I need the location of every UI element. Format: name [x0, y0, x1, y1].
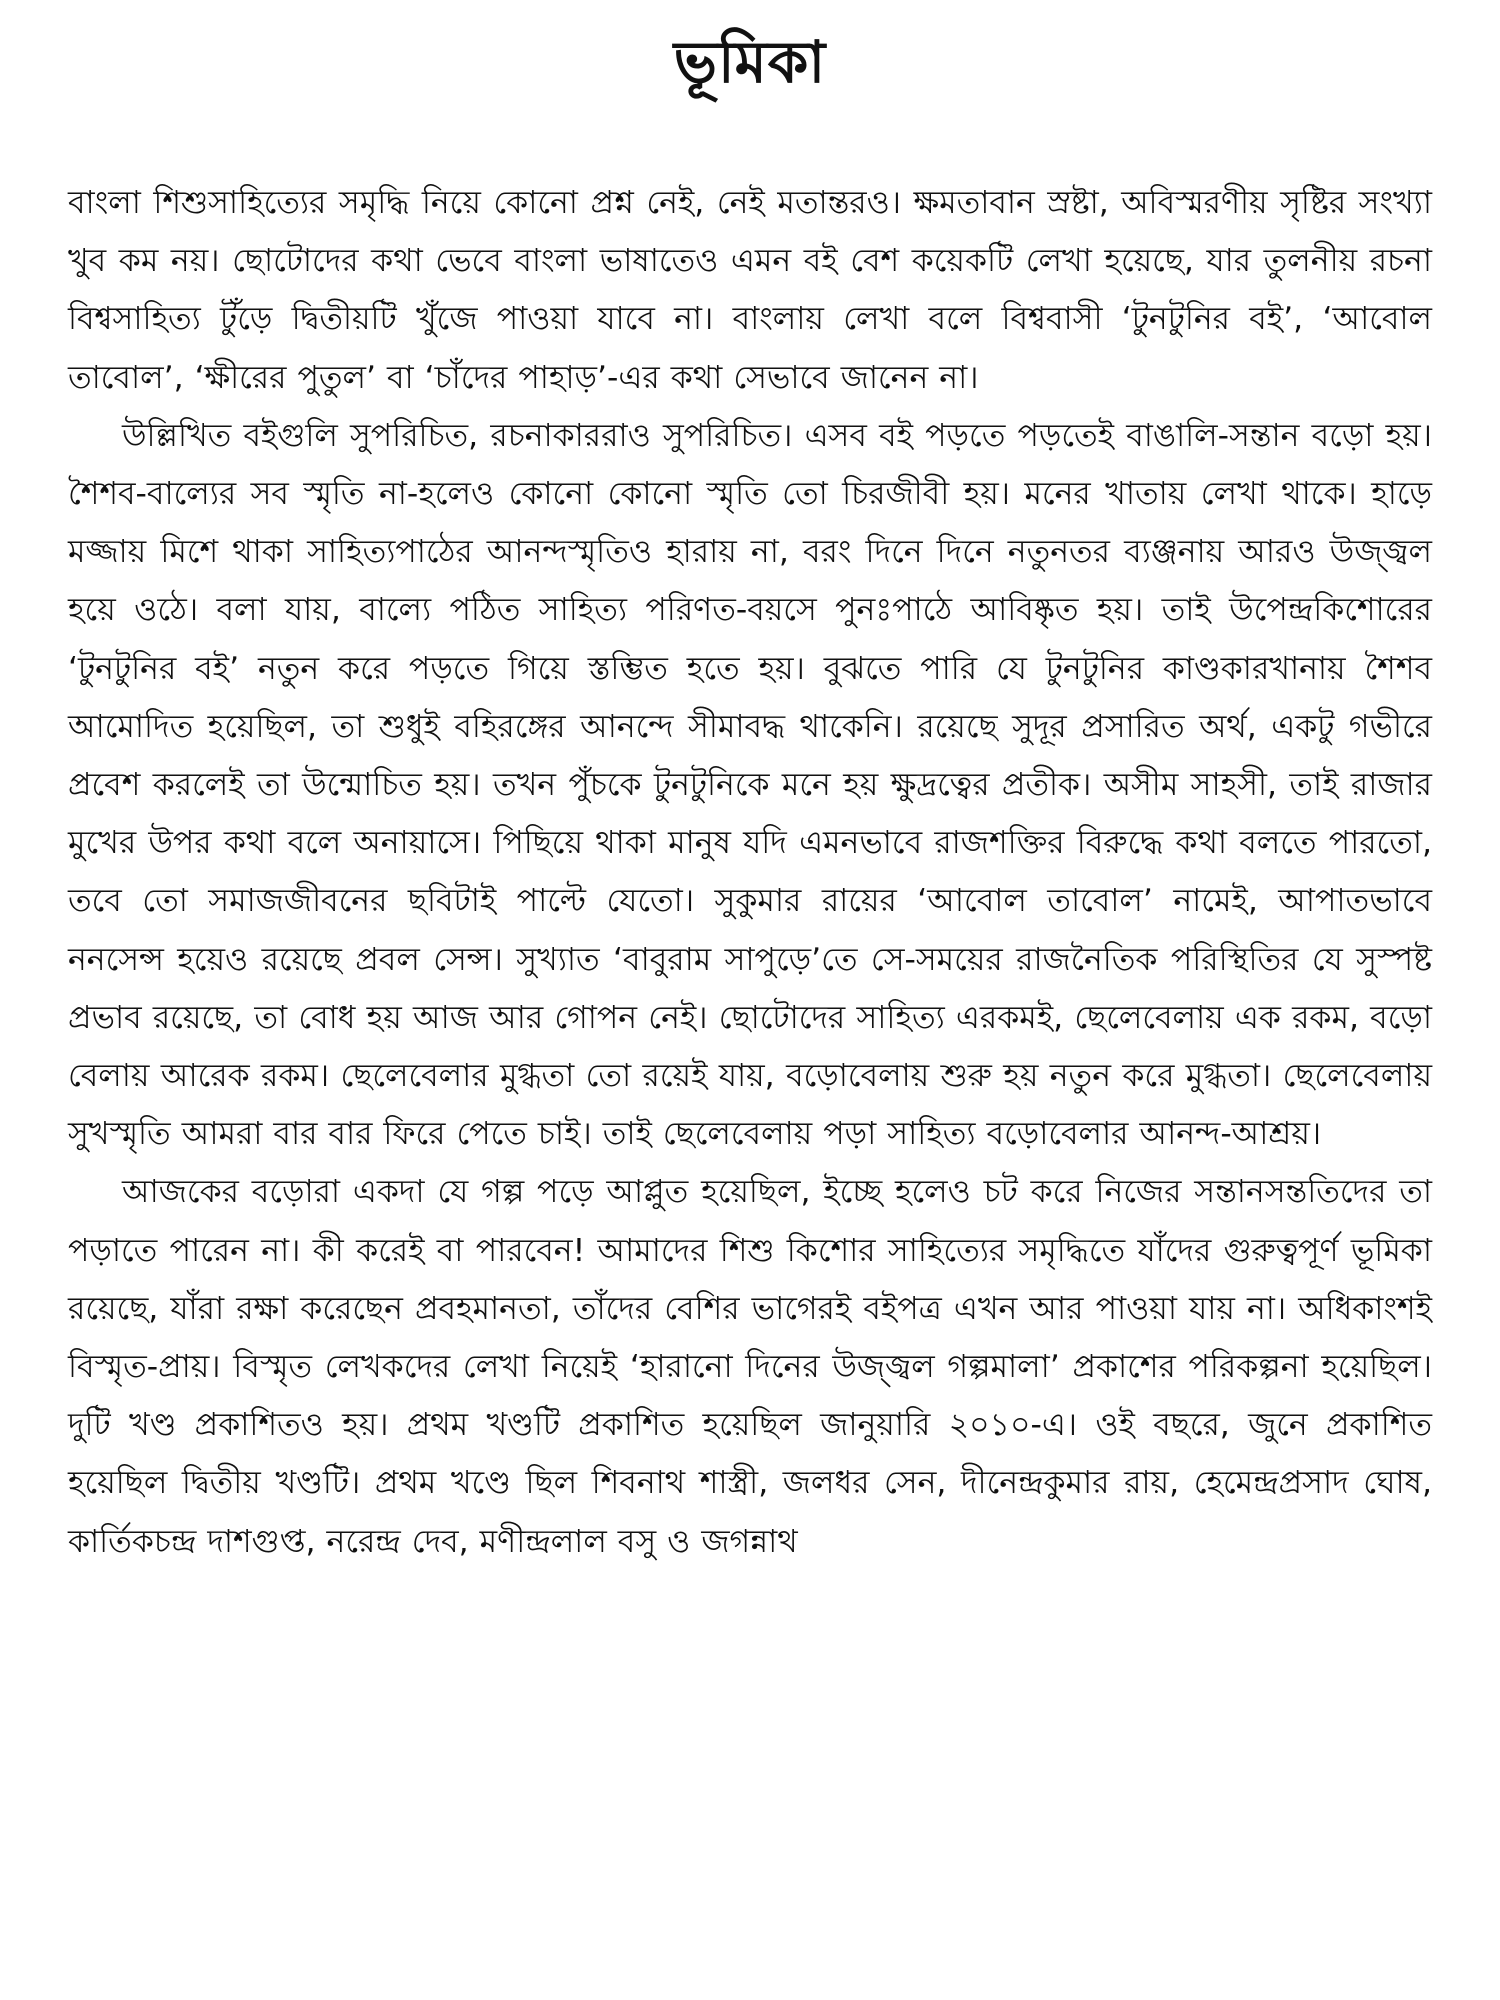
page-title: ভূমিকা [673, 28, 827, 96]
paragraph-3: আজকের বড়োরা একদা যে গল্প পড়ে আপ্লুত হয়েছিল, ইচ্ছে হলেও চট করে নিজের সন্তানসন্ততিদের তা পড়াতে পারেন না। কী করেই বা পারবেন! আমাদের শিশু কিশোর সাহিত্যের সমৃদ্ধিতে যাঁদের গুরুত্বপূর্ণ ভূমিকা রয়েছে, যাঁরা রক্ষা করেছেন প্রবহমানতা, তাঁদের বেশির ভাগেরই বইপত্র এখন আর পাওয়া যায় না। অধিকাংশই বিস্মৃত-প্রায়। বিস্মৃত লেখকদের লেখা নিয়েই ‘হারানো দিনের উজ্জ্বল গল্পমালা’ প্রকাশের পরিকল্পনা হয়েছিল। দুটি খণ্ড প্রকাশিতও হয়। প্রথম খণ্ডটি প্রকাশিত হয়েছিল জানুয়ারি ২০১০-এ। ওই বছরে, জুনে প্রকাশিত হয়েছিল দ্বিতীয় খণ্ডটি। প্রথম খণ্ডে ছিল শিবনাথ শাস্ত্রী, জলধর সেন, দীনেন্দ্রকুমার রায়, হেমেন্দ্রপ্রসাদ ঘোষ, কার্তিকচন্দ্র দাশগুপ্ত, নরেন্দ্র দেব, মণীন্দ্রলাল বসু ও জগন্নাথ [68, 1174, 1432, 1560]
paragraph-1: বাংলা শিশুসাহিত্যের সমৃদ্ধি নিয়ে কোনো প্রশ্ন নেই, নেই মতান্তরও। ক্ষমতাবান স্রষ্টা, অবিস্মরণীয় সৃষ্টির সংখ্যা খুব কম নয়। ছোটোদের কথা ভেবে বাংলা ভাষাতেও এমন বই বেশ কয়েকটি লেখা হয়েছে, যার তুলনীয় রচনা বিশ্বসাহিত্য টুঁড়ে দ্বিতীয়টি খুঁজে পাওয়া যাবে না। বাংলায় লেখা বলে বিশ্ববাসী ‘টুনটুনির বই’, ‘আবোল তাবোল’, ‘ক্ষীরের পুতুল’ বা ‘চাঁদের পাহাড়’-এর কথা সেভাবে জানেন না। [68, 185, 1432, 396]
paragraph-2: উল্লিখিত বইগুলি সুপরিচিত, রচনাকাররাও সুপরিচিত। এসব বই পড়তে পড়তেই বাঙালি-সন্তান বড়ো হয়। শৈশব-বাল্যের সব স্মৃতি না-হলেও কোনো কোনো স্মৃতি তো চিরজীবী হয়। মনের খাতায় লেখা থাকে। হাড়ে মজ্জায় মিশে থাকা সাহিত্যপাঠের আনন্দস্মৃতিও হারায় না, বরং দিনে দিনে নতুনতর ব্যঞ্জনায় আরও উজ্জ্বল হয়ে ওঠে। বলা যায়, বাল্যে পঠিত সাহিত্য পরিণত-বয়সে পুনঃপাঠে আবিষ্কৃত হয়। তাই উপেন্দ্রকিশোরের ‘টুনটুনির বই’ নতুন করে পড়তে গিয়ে স্তম্ভিত হতে হয়। বুঝতে পারি যে টুনটুনির কাণ্ডকারখানায় শৈশব আমোদিত হয়েছিল, তা শুধুই বহিরঙ্গের আনন্দে সীমাবদ্ধ থাকেনি। রয়েছে সুদূর প্রসারিত অর্থ, একটু গভীরে প্রবেশ করলেই তা উন্মোচিত হয়। তখন পুঁচকে টুনটুনিকে মনে হয় ক্ষুদ্রত্বের প্রতীক। অসীম সাহসী, তাই রাজার মুখের উপর কথা বলে অনায়াসে। পিছিয়ে থাকা মানুষ যদি এমনভাবে রাজশক্তির বিরুদ্ধে কথা বলতে পারতো, তবে তো সমাজজীবনের ছবিটাই পাল্টে যেতো। সুকুমার রায়ের ‘আবোল তাবোল’ নামেই, আপাতভাবে ননসেন্স হয়েও রয়েছে প্রবল সেন্স। সুখ্যাত ‘বাবুরাম সাপুড়ে’তে সে-সময়ের রাজনৈতিক পরিস্থিতির যে সুস্পষ্ট প্রভাব রয়েছে, তা বোধ হয় আজ আর গোপন নেই। ছোটোদের সাহিত্য এরকমই, ছেলেবেলায় এক রকম, বড়ো বেলায় আরেক রকম। ছেলেবেলার মুগ্ধতা তো রয়েই যায়, বড়োবেলায় শুরু হয় নতুন করে মুগ্ধতা। ছেলেবেলায় সুখস্মৃতি আমরা বার বার ফিরে পেতে চাই। তাই ছেলেবেলায় পড়া সাহিত্য বড়োবেলার আনন্দ-আশ্রয়। [68, 417, 1432, 1153]
preface-body [68, 174, 1432, 1571]
